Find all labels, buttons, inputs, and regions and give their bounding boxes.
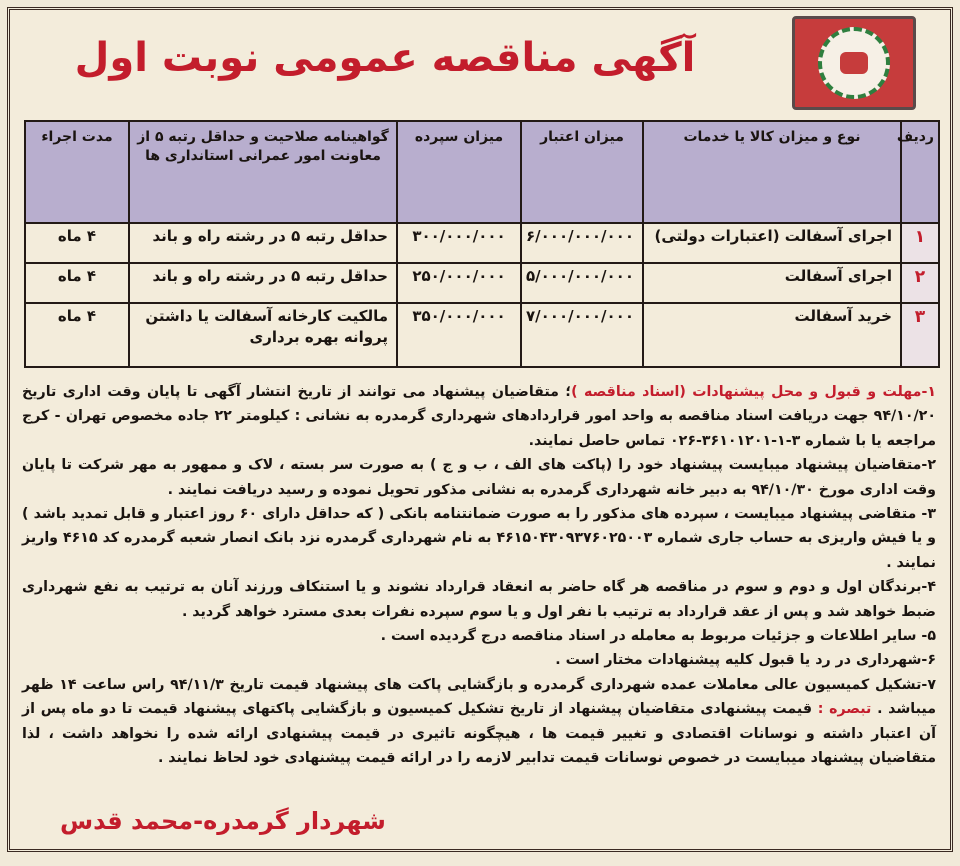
clause-2: ۲-متقاضیان پیشنهاد میبایست پیشنهاد خود را (پاکت های الف ، ب و ج ) به صورت سر بسته ، لاک و ممهور به مهر شرکت تا پایان وقت اداری مورخ ۹۴/۱۰/۳۰ به دبیر خانه شهرداری گرمدره به نشانی مذکور تحویل نموده و رسید دریافت نمایند . <box>22 457 936 498</box>
row-number: ۲ <box>901 263 939 303</box>
header-row-number: ردیف <box>901 121 939 223</box>
table-row <box>25 263 939 303</box>
row-number: ۳ <box>901 303 939 367</box>
table-row <box>25 223 939 263</box>
row-duration: ۴ ماه <box>25 223 129 263</box>
row-certificate: حداقل رتبه ۵ در رشته راه و باند <box>129 223 397 263</box>
header-duration: مدت اجراء <box>25 121 129 223</box>
clause-4: ۴-برندگان اول و دوم و سوم در مناقصه هر گاه حاضر به انعقاد قرارداد نشوند و یا استنکاف ورزند آنان به ترتیب به نفع شهرداری ضبط خواهد شد و پس از عقد قرارداد به ترتیب با نفر اول و یا سوم سپرده نفرات بعدی مسترد خواهد گردید . <box>22 579 936 620</box>
row-credit: ۶/۰۰۰/۰۰۰/۰۰۰ <box>521 223 643 263</box>
header <box>10 10 950 118</box>
clause-1-heading: ۱-مهلت و قبول و محل پیشنهادات (اسناد مناقصه ) <box>571 384 937 400</box>
header-certificate: گواهینامه صلاحیت و حداقل رتبه ۵ از معاونت امور عمرانی استانداری ها <box>129 121 397 223</box>
clause-7-note-text: قیمت پیشنهادی متقاضیان پیشنهاد از تاریخ تشکیل کمیسیون و بازگشایی پاکتهای پیشنهاد قیمت تا دو ماه پس از آن اعتبار داشته و نوسانات اقتصادی و تغییر قیمت ها ، هیچگونه تاثیری در قیمت پیشنهادی ارائه شده را نخواهد داشت ، لذا متقاضیان پیشنهاد میبایست در خصوص نوسانات قیمت تدابیر لازمه را در ارائه قیمت پیشنهادی خود لحاظ نمایند . <box>22 701 936 767</box>
header-item: نوع و میزان کالا یا خدمات <box>643 121 901 223</box>
row-deposit: ۲۵۰/۰۰۰/۰۰۰ <box>397 263 521 303</box>
row-item: خرید آسفالت <box>643 303 901 367</box>
clause-7-text: ۷-تشکیل کمیسیون عالی معاملات عمده شهرداری گرمدره و بازگشایی پاکت های پیشنهاد قیمت تاریخ ۹۴/۱۱/۳ راس ساعت ۱۴ ظهر میباشد . <box>22 676 936 718</box>
row-item: اجرای آسفالت (اعتبارات دولتی) <box>643 223 901 263</box>
row-credit: ۵/۰۰۰/۰۰۰/۰۰۰ <box>521 263 643 303</box>
clause-3: ۳- متقاضی پیشنهاد میبایست ، سپرده های مذکور را به صورت ضمانتنامه بانکی ( که حداقل دارای ۶۰ روز اعتبار و قابل تمدید باشد ) و یا فیش واریزی به حساب جاری شماره ۴۶۱۵۰۴۳۰۹۳۷۶۰۲۵۰۰۳ به نام شهرداری گرمدره نزد بانک انصار شعبه گرمدره کد ۴۶۱۵ واریز نمایند . <box>22 506 936 571</box>
row-duration: ۴ ماه <box>25 303 129 367</box>
row-item: اجرای آسفالت <box>643 263 901 303</box>
row-certificate: مالکیت کارخانه آسفالت یا داشتن پروانه بهره برداری <box>129 303 397 367</box>
clause-6: ۶-شهرداری در رد یا قبول کلیه پیشنهادات مختار است . <box>555 652 936 669</box>
notice-title: آگهی مناقصه عمومی نوبت اول <box>74 35 696 81</box>
table-header-row <box>25 121 939 223</box>
mayor-signature: شهردار گرمدره-محمد قدس <box>60 807 386 835</box>
row-number: ۱ <box>901 223 939 263</box>
header-deposit: میزان سپرده <box>397 121 521 223</box>
header-credit: میزان اعتبار <box>521 121 643 223</box>
row-deposit: ۳۵۰/۰۰۰/۰۰۰ <box>397 303 521 367</box>
row-duration: ۴ ماه <box>25 263 129 303</box>
table-row <box>25 303 939 367</box>
municipality-logo-icon <box>792 16 916 110</box>
tender-notice <box>7 7 953 852</box>
row-credit: ۷/۰۰۰/۰۰۰/۰۰۰ <box>521 303 643 367</box>
clause-5: ۵- سایر اطلاعات و جزئیات مربوط به معامله در اسناد مناقصه درج گردیده است . <box>380 628 936 645</box>
notice-body <box>22 380 936 771</box>
clause-7-note-label: تبصره : <box>817 701 872 718</box>
clause-1 <box>22 380 936 453</box>
tender-table <box>24 120 940 368</box>
clause-1-text: ؛ متقاضیان پیشنهاد می توانند از تاریخ انتشار آگهی تا پایان وقت اداری تاریخ ۹۴/۱۰/۲۰ جهت دریافت اسناد مناقصه به واحد امور قراردادهای شهرداری گرمدره به نشانی : کیلومتر ۲۲ جاده مخصوص تهران - کرج مراجعه یا با شماره ۳-۱-۳۶۱۰۱۲۰۱-۰۲۶ تماس حاصل نمایند. <box>22 384 936 449</box>
clause-7 <box>22 673 936 771</box>
row-certificate: حداقل رتبه ۵ در رشته راه و باند <box>129 263 397 303</box>
row-deposit: ۳۰۰/۰۰۰/۰۰۰ <box>397 223 521 263</box>
